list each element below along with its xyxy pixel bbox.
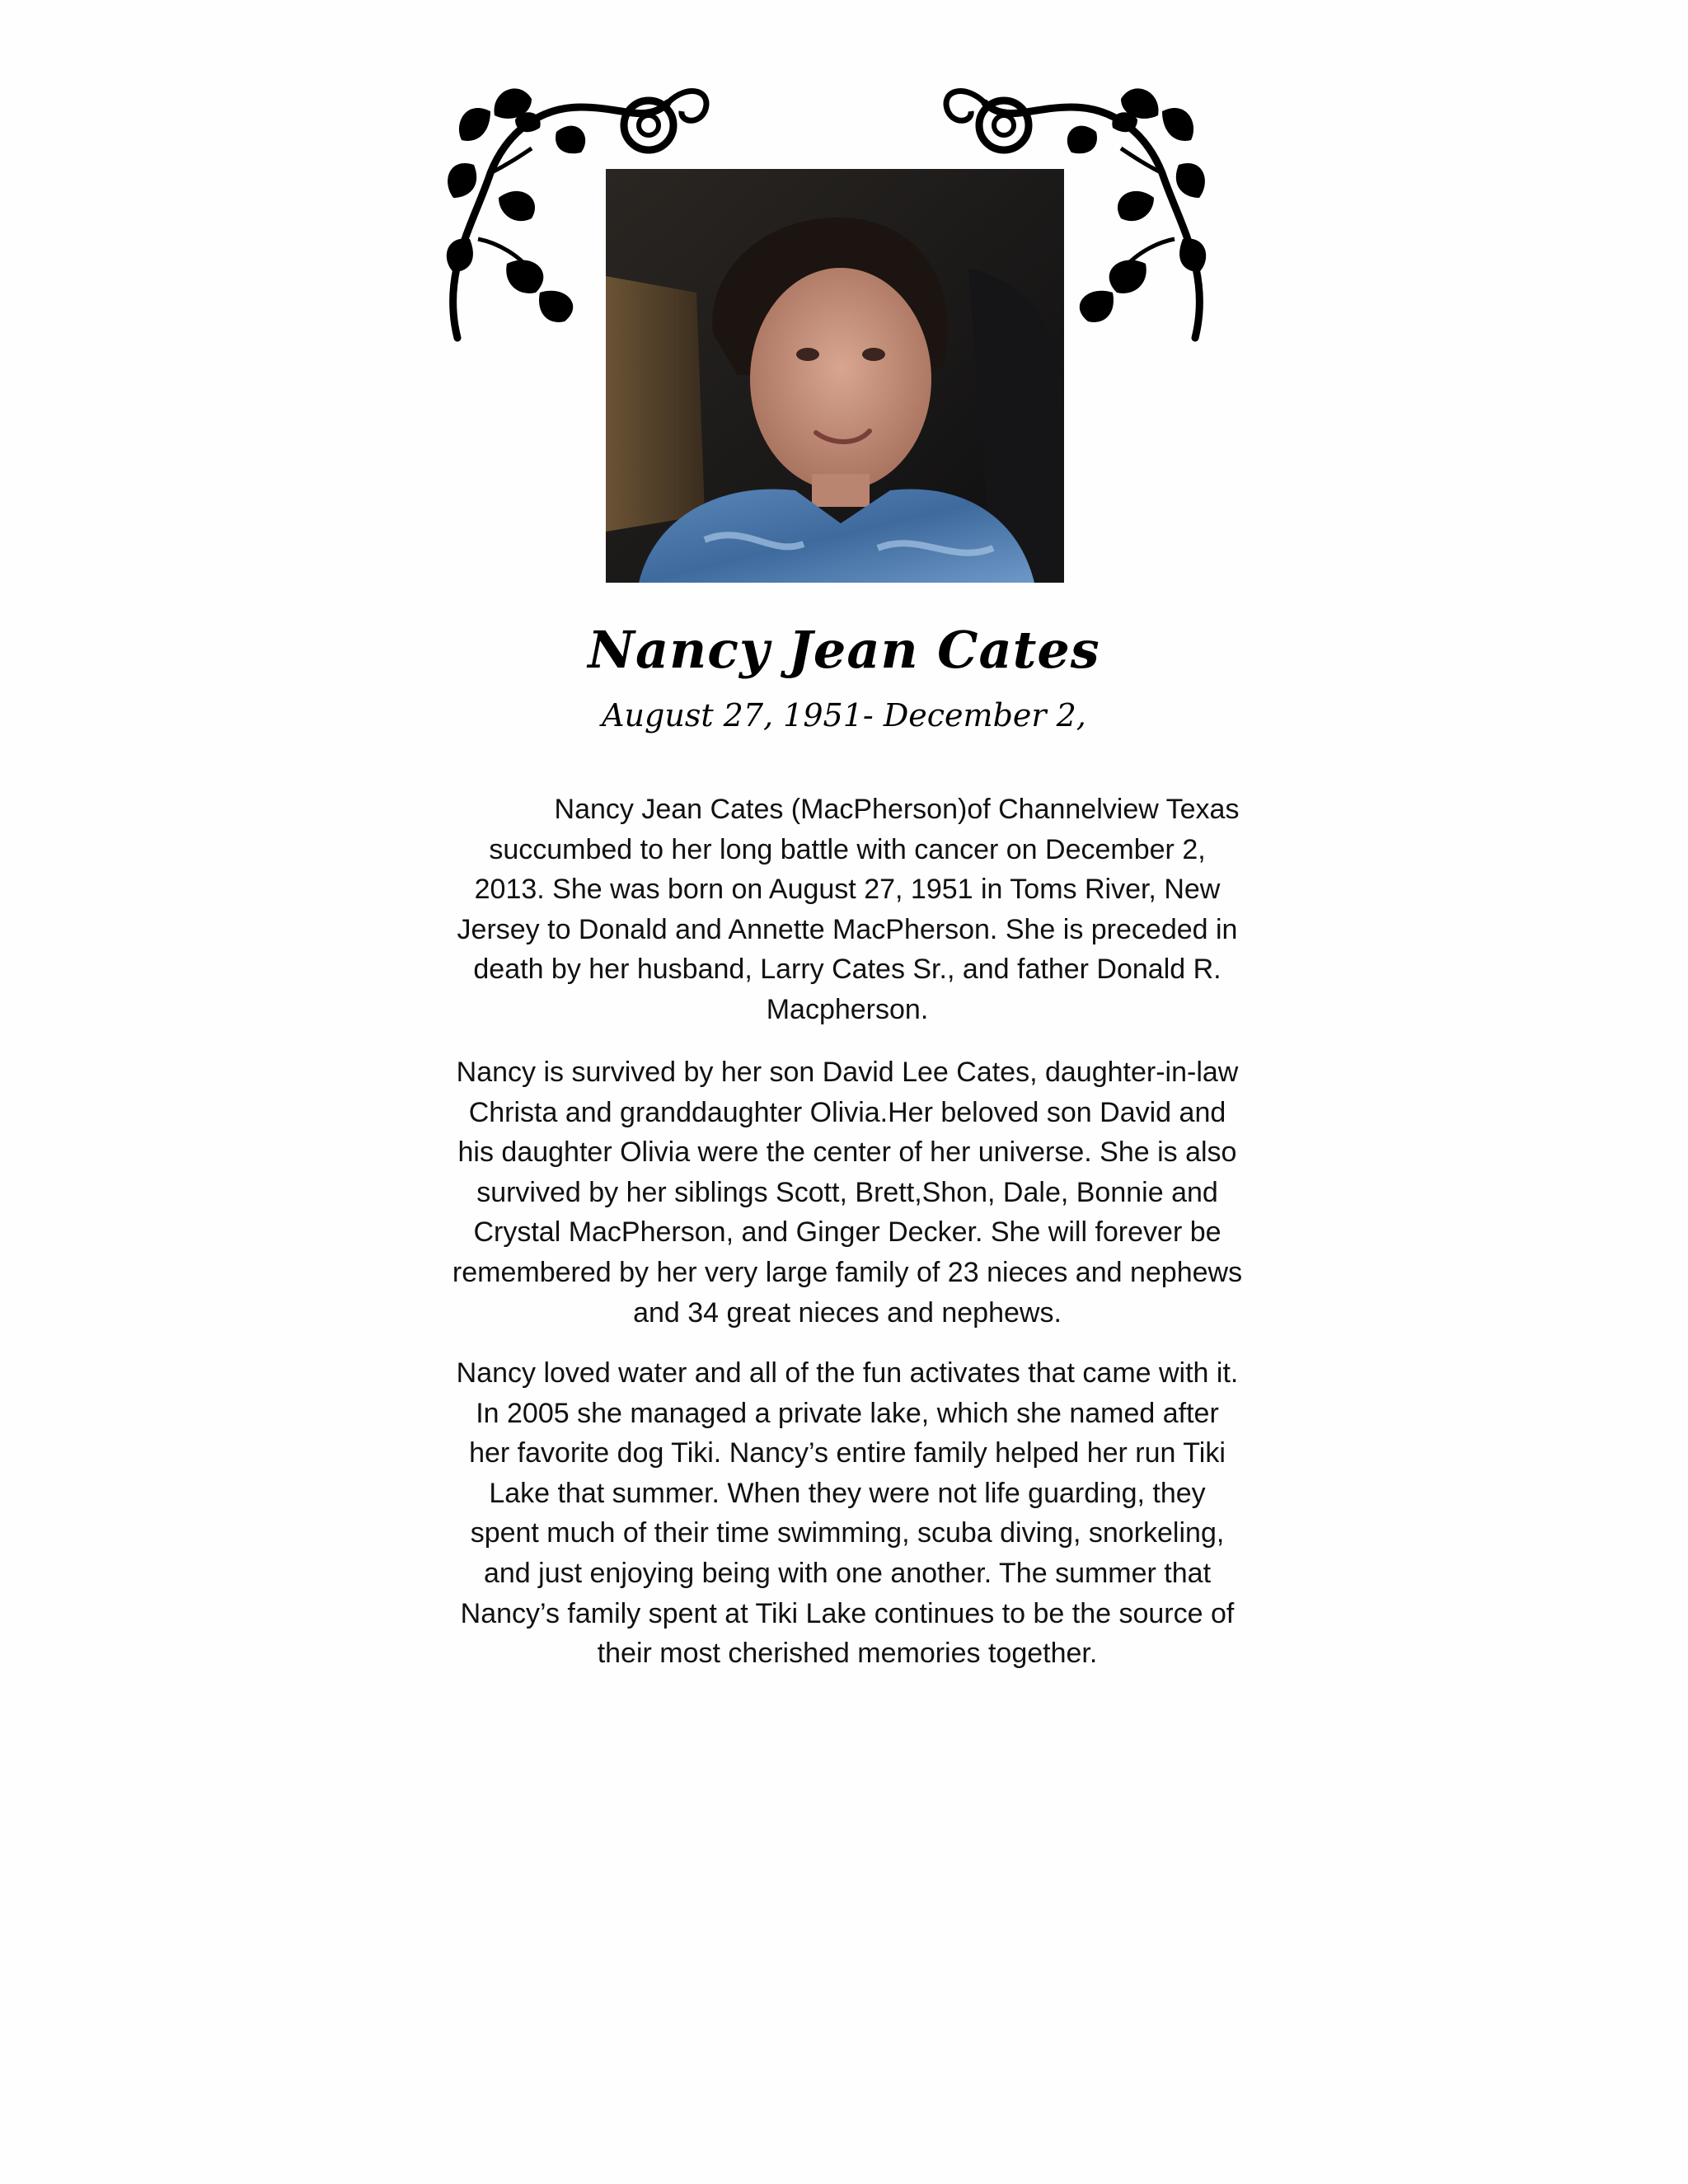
life-dates: August 27, 1951- December 2, [602,697,1086,733]
obituary-paragraph-1 [452,790,1243,1030]
obituary-paragraph-3: Nancy loved water and all of the fun activates that came with it. In 2005 she managed a private lake, which she named after her favorite dog Tiki. Nancy’s entire family helped her run Tiki Lake that summer. When they were not life guarding, they spent much of their time swimming, scuba diving, snorkeling, and just enjoying being with one another. The summer that Nancy’s family spent at Tiki Lake continues to be the source of their most cherished memories together. [456,1357,1239,1670]
paragraph-1-text: Nancy Jean Cates (MacPherson)of Channelview Texas succumbed to her long battle with cancer on December 2, 2013. She was born on August 27, 1951 in Toms River, New Jersey to Donald and Annette MacPherson. She is preceded in death by her husband, Larry Cates Sr., and father Donald R. Macpherson. [457,794,1240,1025]
obituary-paragraph-2: Nancy is survived by her son David Lee Cates, daughter-in-law Christa and granddaughter Olivia.Her beloved son David and his daughter Olivia were the center of her universe. She is also survived by her siblings Scott, Brett,Shon, Dale, Bonnie and Crystal MacPherson, and Ginger Decker. She will forever be remembered by her very large family of 23 nieces and nephews and 34 great nieces and nephews. [452,1057,1243,1329]
deceased-name: Nancy Jean Cates [588,620,1100,680]
portrait-photo [606,169,1064,583]
